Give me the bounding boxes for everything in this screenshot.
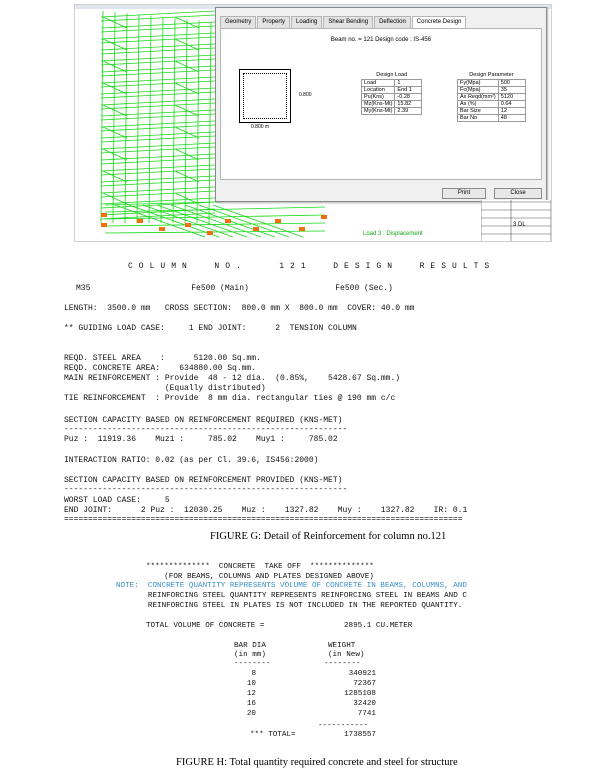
total-weight-value: 1738557 [344, 731, 376, 739]
design-parameter-group [457, 72, 526, 122]
design-load-value: 2.39 [395, 108, 422, 115]
design-load-row [362, 80, 422, 87]
design-load-table [361, 79, 422, 115]
bar-dia-value: 16 [246, 700, 256, 708]
design-load-key: Location [362, 87, 395, 94]
report-double-rule: =================================================================================== [64, 515, 463, 524]
report-equally-distributed: (Equally distributed) [64, 384, 266, 393]
report-grades: M35 Fe500 (Main) Fe500 (Sec.) [76, 284, 393, 293]
design-parameter-row [458, 108, 526, 115]
design-load-value: 15.82 [395, 101, 422, 108]
report-main-reinforcement: MAIN REINFORCEMENT : Provide 48 - 12 dia. (0.85%, 5428.67 Sq.mm.) [64, 374, 401, 383]
design-parameter-value: 500 [498, 80, 525, 87]
design-parameter-row [458, 101, 526, 108]
design-load-key: Mz(Kns-Mt) [362, 101, 395, 108]
section-width-label: 0.800 m [251, 124, 270, 130]
design-parameter-row [458, 80, 526, 87]
design-parameter-key: Fc(Mpa) [458, 87, 499, 94]
report-worst-load: WORST LOAD CASE: 5 [64, 496, 170, 505]
tab-deflection[interactable]: Deflection [374, 16, 411, 28]
bar-dia-value: 12 [246, 690, 256, 698]
total-volume-label: TOTAL VOLUME OF CONCRETE = [146, 622, 265, 630]
total-underline: ----------- [318, 722, 369, 730]
report-capacity-required-heading: SECTION CAPACITY BASED ON REINFORCEMENT REQUIRED (KNS-MET) [64, 416, 343, 425]
tab-panel [220, 28, 542, 180]
takeoff-title: ************** CONCRETE TAKE OFF ************** [146, 563, 374, 571]
bar-weight-value: 32420 [353, 700, 376, 708]
design-load-row [362, 87, 422, 94]
bar-weight-value: 1285108 [344, 690, 376, 698]
side-grid-label: 3 DL [513, 222, 526, 228]
design-parameter-row [458, 87, 526, 94]
bar-dia-value: 8 [251, 670, 256, 678]
design-parameter-table [457, 79, 526, 122]
design-parameter-row [458, 94, 526, 101]
report-puz-line: Puz : 11919.36 Muz1 : 785.02 Muy1 : 785.02 [64, 435, 338, 444]
weight-underline: -------- [324, 660, 361, 668]
design-parameter-key: As (%) [458, 101, 499, 108]
report-title: COLUMN NO. 121 DESIGN RESULTS [128, 262, 496, 271]
design-load-row [362, 108, 422, 115]
bar-weight-value: 72367 [353, 680, 376, 688]
report-steel-area: REQD. STEEL AREA : 5120.00 Sq.mm. [64, 354, 261, 363]
total-volume-value: 2895.1 CU.METER [344, 622, 413, 630]
takeoff-steel-note-2: REINFORCING STEEL IN PLATES IS NOT INCLUDED IN THE REPORTED QUANTITY. [116, 602, 463, 610]
design-load-key: Pu(Kns) [362, 94, 395, 101]
section-depth-label: 0.800 [299, 92, 312, 98]
rebar-outline [243, 73, 287, 119]
bar-dia-header: BAR DIA [234, 642, 266, 650]
figure-g-caption: FIGURE G: Detail of Reinforcement for column no.121 [210, 531, 447, 542]
weight-header: WEIGHT [328, 642, 356, 650]
design-parameter-value: 5120 [498, 94, 525, 101]
weight-units: (in New) [328, 651, 365, 659]
tab-geometry[interactable]: Geometry [220, 16, 256, 28]
design-load-value: -0.28 [395, 94, 422, 101]
report-divider-1: ----------------------------------------------------------- [64, 425, 348, 434]
report-end-joint: END JOINT: 2 Puz : 12030.25 Muz : 1327.82 Muy : 1327.82 IR: 0.1 [64, 506, 468, 515]
cross-section-drawing [239, 69, 291, 123]
design-load-value: 1 [395, 80, 422, 87]
bar-dia-units: (in mm) [234, 651, 266, 659]
bar-weight-value: 7741 [357, 710, 376, 718]
design-load-group [361, 72, 422, 115]
takeoff-note: NOTE: CONCRETE QUANTITY REPRESENTS VOLUME OF CONCRETE IN BEAMS, COLUMNS, AND [116, 582, 467, 590]
design-parameter-title: Design Parameter [469, 72, 514, 78]
beam-design-dialog [215, 7, 547, 202]
design-parameter-key: Bar No [458, 115, 499, 122]
design-load-key: Load [362, 80, 395, 87]
bar-dia-underline: -------- [234, 660, 271, 668]
close-button[interactable]: Close [494, 188, 542, 199]
tab-property[interactable]: Property [257, 16, 290, 28]
bar-dia-value: 20 [246, 710, 256, 718]
report-guiding-load: ** GUIDING LOAD CASE: 1 END JOINT: 2 TENSION COLUMN [64, 324, 357, 333]
design-parameter-value: 35 [498, 87, 525, 94]
design-load-value: End 1 [395, 87, 422, 94]
report-capacity-provided-heading: SECTION CAPACITY BASED ON REINFORCEMENT PROVIDED (KNS-MET) [64, 476, 343, 485]
bar-weight-value: 340921 [348, 670, 376, 678]
report-interaction-ratio: INTERACTION RATIO: 0.02 (as per Cl. 39.6, IS456:2000) [64, 456, 319, 465]
design-load-row [362, 101, 422, 108]
total-weight-label: *** TOTAL= [250, 731, 296, 739]
report-concrete-area: REQD. CONCRETE AREA: 634880.00 Sq.mm. [64, 364, 257, 373]
report-tie-reinforcement: TIE REINFORCEMENT : Provide 8 mm dia. rectangular ties @ 190 mm c/c [64, 394, 396, 403]
design-parameter-row [458, 115, 526, 122]
column-design-report [64, 256, 564, 536]
design-load-title: Design Load [376, 72, 408, 78]
tab-loading[interactable]: Loading [291, 16, 322, 28]
staad-screenshot [74, 4, 552, 242]
design-parameter-value: 12 [498, 108, 525, 115]
dialog-tabs [220, 16, 467, 28]
takeoff-subtitle: (FOR BEAMS, COLUMNS AND PLATES DESIGNED ABOVE) [146, 573, 374, 581]
design-parameter-key: As Reqd(mm²) [458, 94, 499, 101]
design-parameter-value: 48 [498, 115, 525, 122]
design-parameter-key: Bar Size [458, 108, 499, 115]
figure-h-caption: FIGURE H: Total quantity required concrete and steel for structure [176, 757, 458, 768]
design-load-key: My(Kns-Mt) [362, 108, 395, 115]
beam-info: Beam no. = 121 Design code : IS-456 [330, 37, 432, 43]
design-load-row [362, 94, 422, 101]
design-parameter-key: Fy(Mpa) [458, 80, 499, 87]
design-parameter-value: 0.64 [498, 101, 525, 108]
report-length: LENGTH: 3500.0 mm CROSS SECTION: 800.0 mm X 800.0 mm COVER: 40.0 mm [64, 304, 415, 313]
takeoff-steel-note-1: REINFORCING STEEL QUANTITY REPRESENTS REINFORCING STEEL IN BEAMS AND C [116, 592, 467, 600]
load-case-label: Load 3 : Displacement [363, 231, 423, 237]
tab-concrete-design[interactable]: Concrete Design [412, 16, 467, 28]
bar-dia-value: 10 [246, 680, 256, 688]
tab-shear-bending[interactable]: Shear Bending [323, 16, 373, 28]
concrete-takeoff [112, 558, 592, 748]
print-button[interactable]: Print [442, 188, 486, 199]
report-divider-2: ----------------------------------------------------------- [64, 485, 348, 494]
side-results-grid [481, 200, 551, 241]
